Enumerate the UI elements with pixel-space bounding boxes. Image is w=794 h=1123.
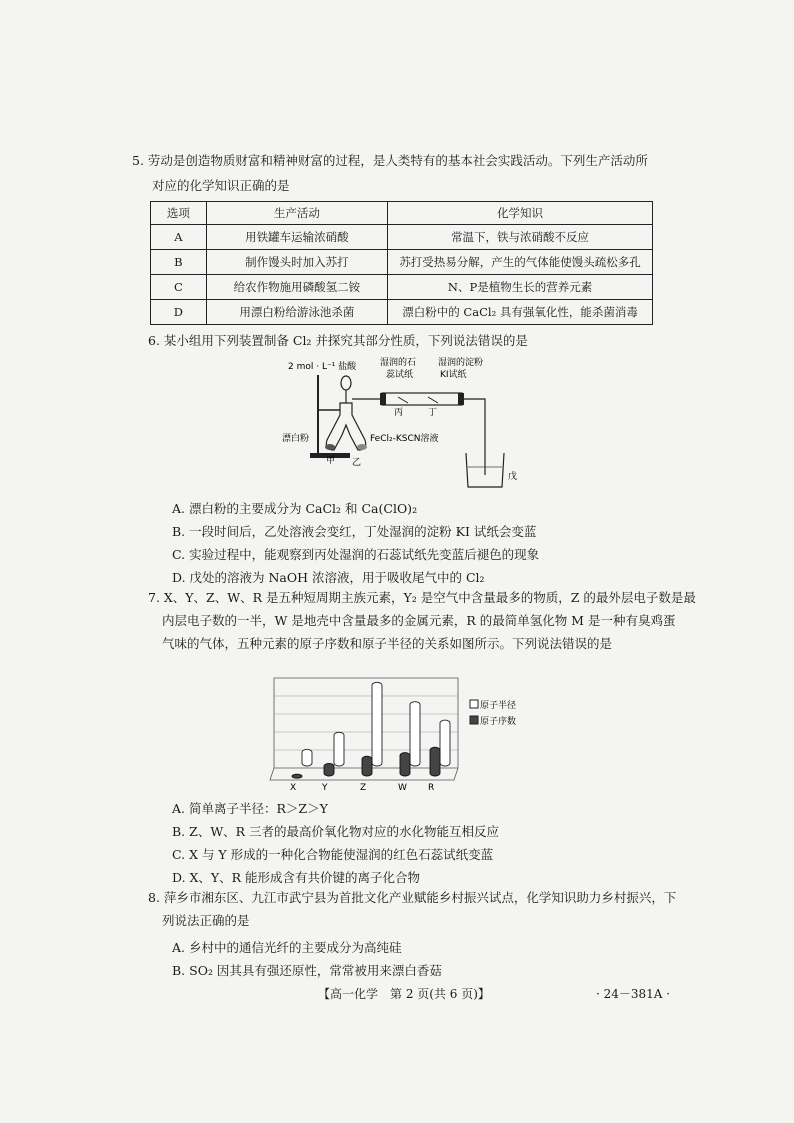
bar-radius (334, 732, 344, 766)
separatory-funnel (341, 376, 351, 390)
table-cell: 用漂白粉给游泳池杀菌 (206, 300, 387, 325)
bar-atomic-number (430, 747, 440, 776)
table-header-cell: 化学知识 (388, 202, 653, 225)
q5-stem-line2: 对应的化学知识正确的是 (152, 178, 290, 193)
label-litmus: 湿润的石 (380, 358, 417, 368)
legend-swatch-number (470, 716, 478, 724)
legend-swatch-radius (470, 700, 478, 708)
bar-atomic-number (362, 756, 372, 776)
table-row (151, 300, 653, 325)
q7-option-d: D. X、Y、R 能形成含有共价键的离子化合物 (172, 870, 421, 885)
label-jia: 甲 (326, 456, 336, 466)
table-cell: 制作馒头时加入苏打 (206, 250, 387, 275)
label-litmus-2: 蕊试纸 (386, 370, 414, 380)
table-row (151, 225, 653, 250)
q7-option-c: C. X 与 Y 形成的一种化合物能使湿润的红色石蕊试纸变蓝 (172, 847, 494, 862)
category-label: X (290, 783, 297, 793)
label-ki: 湿润的淀粉 (438, 358, 484, 368)
label-bing: 丙 (394, 408, 404, 418)
q7-stem-line3: 气味的气体，五种元素的原子序数和原子半径的关系如图所示。下列说法错误的是 (162, 636, 613, 651)
chart-category-labels (290, 783, 434, 793)
q7-chart (268, 668, 538, 793)
legend-label-radius: 原子半径 (480, 701, 517, 711)
q7-option-a: A. 简单离子半径：R＞Z＞Y (172, 801, 328, 816)
label-acid: 2 mol · L⁻¹ 盐酸 (288, 362, 357, 372)
category-label: R (428, 783, 435, 793)
q6-stem: 6. 某小组用下列装置制备 Cl₂ 并探究其部分性质，下列说法错误的是 (148, 333, 528, 348)
litmus-paper (398, 397, 408, 403)
label-bleach: 漂白粉 (282, 434, 310, 444)
label-ding: 丁 (428, 408, 438, 418)
q6-option-b: B. 一段时间后，乙处溶液会变红，丁处湿润的淀粉 KI 试纸会变蓝 (172, 524, 537, 539)
category-label: Y (322, 783, 328, 793)
footer-page-info: 【高一化学 第 2 页(共 6 页)】 (318, 987, 490, 1001)
q5-stem-line1: 5. 劳动是创造物质财富和精神财富的过程，是人类特有的基本社会实践活动。下列生产活动所 (132, 153, 648, 168)
label-fecl2: FeCl₂-KSCN溶液 (370, 434, 439, 444)
table-cell: N、P是植物生长的营养元素 (388, 275, 653, 300)
table-header-cell: 生产活动 (206, 202, 387, 225)
q8-stem-line2: 列说法正确的是 (162, 913, 250, 928)
bar-radius (302, 749, 312, 766)
q7-stem-line1: 7. X、Y、Z、W、R 是五种短周期主族元素，Y₂ 是空气中含量最多的物质，Z 的最外层电子数是最 (148, 590, 696, 605)
bar-radius (410, 702, 420, 766)
table-cell: 漂白粉中的 CaCl₂ 具有强氧化性，能杀菌消毒 (388, 300, 653, 325)
q6-option-a: A. 漂白粉的主要成分为 CaCl₂ 和 Ca(ClO)₂ (172, 501, 418, 516)
q6-apparatus-diagram (270, 355, 530, 495)
table-row (151, 250, 653, 275)
legend-label-number: 原子序数 (480, 717, 517, 727)
table-cell: 给农作物施用磷酸氢二铵 (206, 275, 387, 300)
category-label: Z (360, 783, 367, 793)
table-cell: D (151, 300, 207, 325)
glass-tube (382, 393, 462, 405)
bar-atomic-number (400, 753, 410, 776)
bleach-powder (325, 444, 335, 450)
table-cell: 苏打受热易分解，产生的气体能使馒头疏松多孔 (388, 250, 653, 275)
q6-option-d: D. 戊处的溶液为 NaOH 浓溶液，用于吸收尾气中的 Cl₂ (172, 570, 485, 585)
footer-code: · 24－381A · (596, 987, 671, 1001)
q5-table (150, 201, 653, 325)
q8-option-a: A. 乡村中的通信光纤的主要成分为高纯硅 (172, 940, 402, 955)
chart-bars (292, 682, 450, 778)
label-wu: 戊 (508, 472, 518, 482)
chart-legend (470, 699, 516, 727)
q7-option-b: B. Z、W、R 三者的最高价氧化物对应的水化物能互相反应 (172, 824, 500, 839)
bar-radius (372, 682, 382, 766)
table-header-cell: 选项 (151, 202, 207, 225)
table-cell: A (151, 225, 207, 250)
bar-atomic-number (292, 774, 302, 778)
table-header-row (151, 202, 653, 225)
fecl2-solution (357, 444, 367, 450)
q8-option-b: B. SO₂ 因其具有强还原性，常常被用来漂白香菇 (172, 963, 442, 978)
table-row (151, 275, 653, 300)
bar-atomic-number (324, 763, 334, 776)
category-label: W (398, 783, 407, 793)
table-cell: 常温下，铁与浓硝酸不反应 (388, 225, 653, 250)
table-cell: C (151, 275, 207, 300)
q8-stem-line1: 8. 萍乡市湘东区、九江市武宁县为首批文化产业赋能乡村振兴试点，化学知识助力乡村振兴，下 (148, 890, 677, 905)
bar-radius (440, 720, 450, 766)
stopper-right (458, 393, 464, 405)
label-yi: 乙 (352, 458, 362, 468)
q7-stem-line2: 内层电子数的一半，W 是地壳中含量最多的金属元素，R 的最简单氢化物 M 是一种有臭鸡蛋 (162, 613, 676, 628)
q6-option-c: C. 实验过程中，能观察到丙处湿润的石蕊试纸先变蓝后褪色的现象 (172, 547, 540, 562)
table-cell: 用铁罐车运输浓硝酸 (206, 225, 387, 250)
ki-paper (428, 397, 438, 403)
label-ki-2: KI试纸 (440, 370, 467, 380)
stopper-left (380, 393, 386, 405)
table-cell: B (151, 250, 207, 275)
